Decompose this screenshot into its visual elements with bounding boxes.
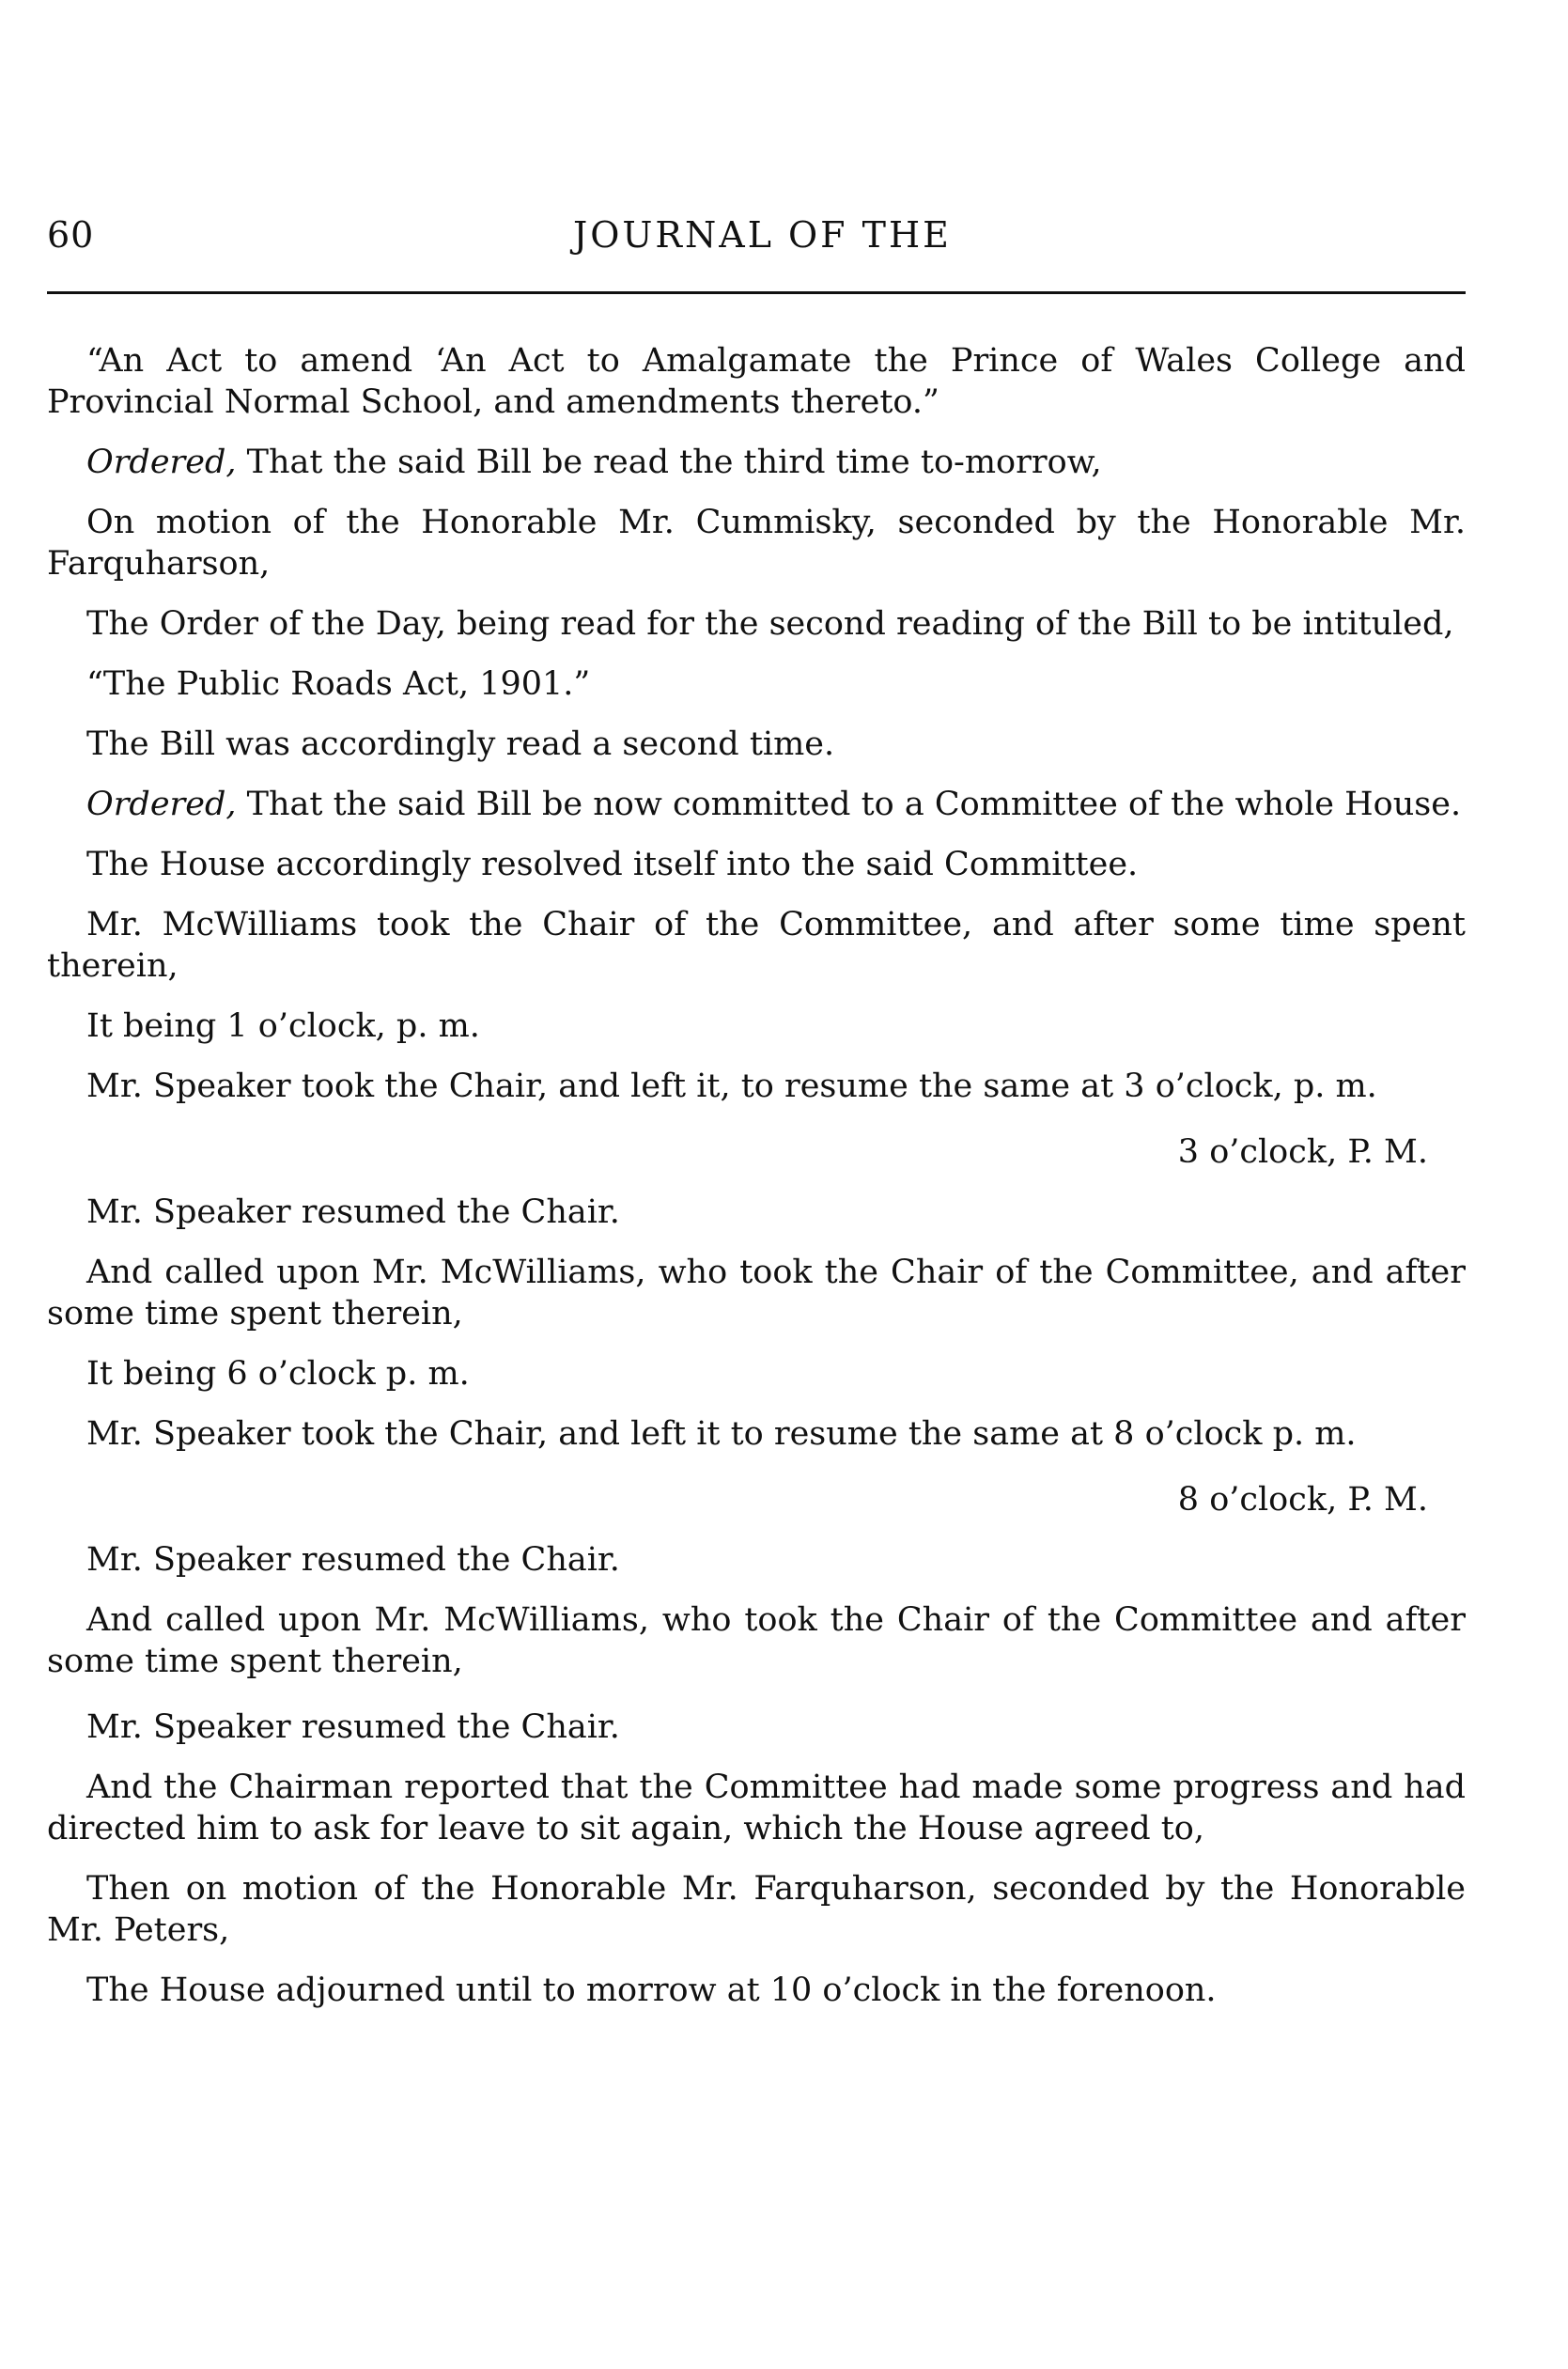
paragraph-text: It being 6 o’clock p. m. <box>86 1355 470 1393</box>
bill-title-paragraph <box>47 340 1466 423</box>
paragraph-text: Mr. Speaker resumed the Chair. <box>86 1193 620 1231</box>
speaker-paragraph <box>47 1413 1466 1455</box>
paragraph-text: Mr. Speaker took the Chair, and left it, to resume the same at 3 o’clock, p. m. <box>86 1068 1377 1105</box>
paragraph-text: And called upon Mr. McWilliams, who took the Chair of the Committee, and after some time spent therein, <box>47 1254 1466 1333</box>
paragraph-text: “An Act to amend ‘An Act to Amalgamate the Prince of Wales College and Provincial Normal School, and amendments thereto.” <box>47 342 1466 421</box>
paragraph-text: 3 o’clock, P. M. <box>1177 1133 1428 1171</box>
paragraph-text: It being 1 o’clock, p. m. <box>86 1007 480 1045</box>
paragraph-text: Then on motion of the Honorable Mr. Farquharson, seconded by the Honorable Mr. Peters, <box>47 1870 1466 1949</box>
paragraph-text: Mr. Speaker took the Chair, and left it to resume the same at 8 o’clock p. m. <box>86 1415 1357 1453</box>
paragraph-text: On motion of the Honorable Mr. Cummisky, seconded by the Honorable Mr. Farquharson, <box>47 504 1466 583</box>
time-paragraph <box>47 1353 1466 1395</box>
second-reading-paragraph <box>47 724 1466 765</box>
ordered-label: Ordered, <box>86 444 237 481</box>
paragraph-text: That the said Bill be read the third time to-morrow, <box>236 444 1102 481</box>
house-resolved-paragraph <box>47 844 1466 885</box>
paragraph-text: And called upon Mr. McWilliams, who took the Chair of the Committee and after some time spent therein, <box>47 1601 1466 1680</box>
paragraph-text: Mr. McWilliams took the Chair of the Committee, and after some time spent therein, <box>47 906 1466 985</box>
paragraph-text: The House accordingly resolved itself into the said Committee. <box>86 846 1139 883</box>
ordered-committee-paragraph <box>47 784 1466 825</box>
paragraph-text: “The Public Roads Act, 1901.” <box>86 665 591 703</box>
speaker-resumed-paragraph <box>47 1192 1466 1233</box>
paragraph-text: That the said Bill be now committed to a Committee of the whole House. <box>236 786 1462 823</box>
bill-name-paragraph <box>47 663 1466 705</box>
page-header <box>47 214 1466 271</box>
speaker-resumed-paragraph <box>47 1539 1466 1581</box>
speaker-resumed-paragraph <box>47 1707 1466 1748</box>
time-paragraph <box>47 1005 1466 1047</box>
journal-body <box>47 340 1466 2030</box>
paragraph-text: The House adjourned until to morrow at 10 o’clock in the forenoon. <box>86 1972 1217 2009</box>
running-head: JOURNAL OF THE <box>573 214 952 256</box>
paragraph-text: The Order of the Day, being read for the second reading of the Bill to be intituled, <box>86 605 1454 643</box>
called-upon-paragraph <box>47 1252 1466 1334</box>
page-number: 60 <box>47 214 95 256</box>
header-rule <box>47 291 1466 294</box>
paragraph-text: And the Chairman reported that the Committee had made some progress and had directed him to ask for leave to sit again, which the House agreed to, <box>47 1769 1466 1847</box>
chairman-report-paragraph <box>47 1767 1466 1849</box>
order-of-day-paragraph <box>47 603 1466 645</box>
time-heading-3pm <box>47 1131 1466 1173</box>
called-upon-paragraph <box>47 1599 1466 1682</box>
paragraph-text: The Bill was accordingly read a second time. <box>86 725 835 763</box>
motion-paragraph <box>47 1868 1466 1951</box>
paragraph-text: Mr. Speaker resumed the Chair. <box>86 1541 620 1579</box>
adjournment-paragraph <box>47 1970 1466 2011</box>
ordered-third-reading-paragraph <box>47 442 1466 483</box>
motion-paragraph <box>47 502 1466 584</box>
paragraph-text: 8 o’clock, P. M. <box>1177 1481 1428 1519</box>
chair-paragraph <box>47 904 1466 987</box>
speaker-paragraph <box>47 1066 1466 1107</box>
time-heading-8pm <box>47 1479 1466 1520</box>
ordered-label: Ordered, <box>86 786 237 823</box>
paragraph-text: Mr. Speaker resumed the Chair. <box>86 1708 620 1746</box>
